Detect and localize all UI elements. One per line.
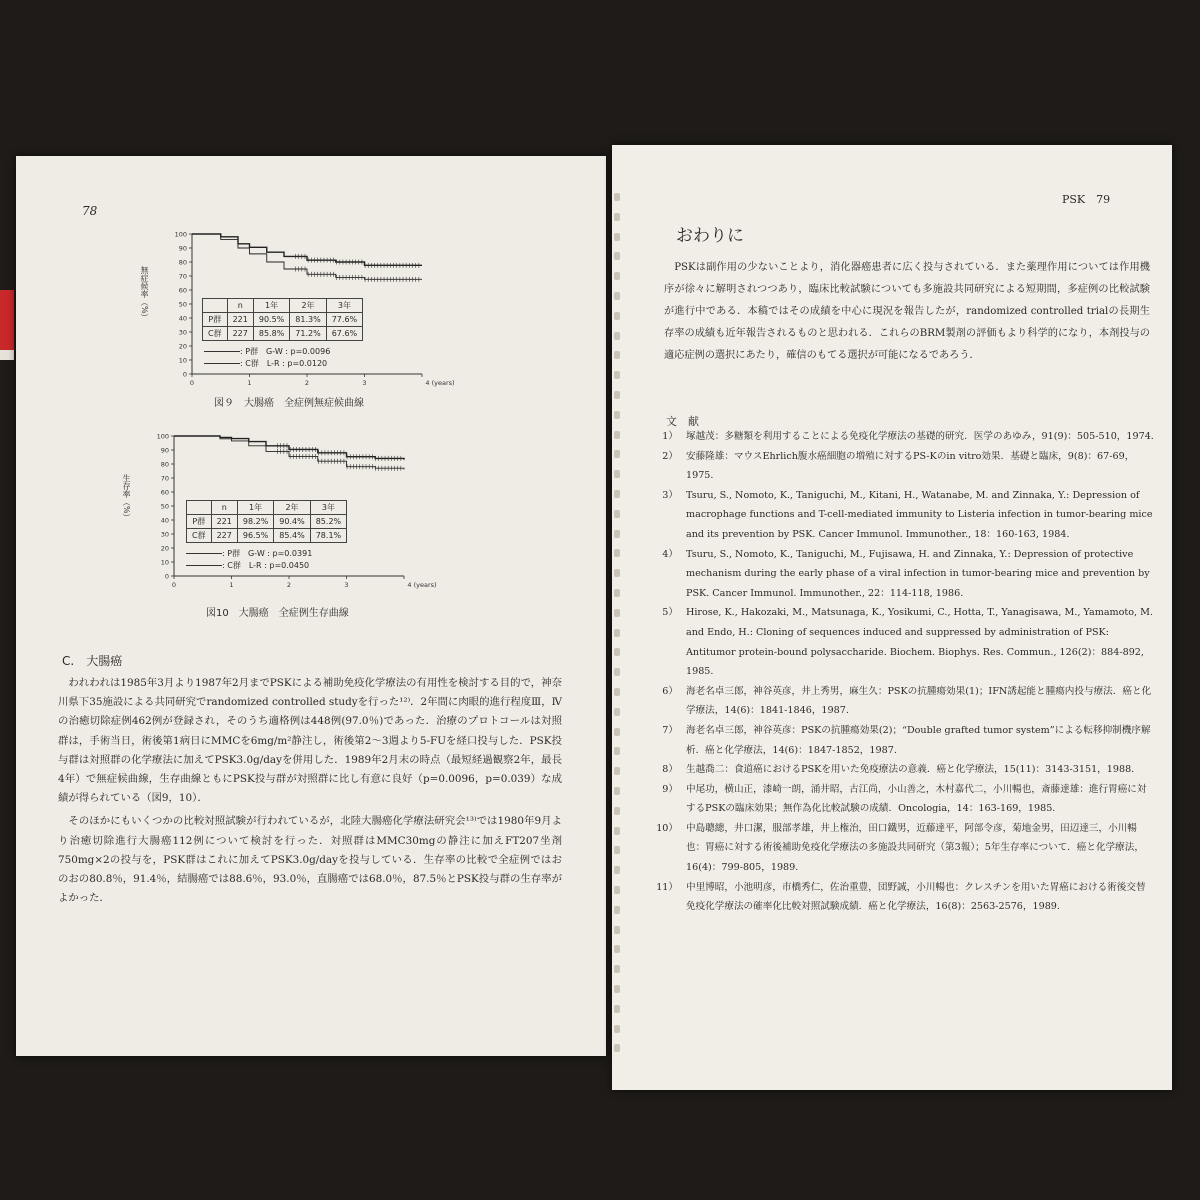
reference-number: 4）	[662, 548, 678, 560]
table-cell: 81.3%	[290, 313, 326, 327]
reference-item	[656, 682, 1154, 721]
table-cell: 3年	[310, 501, 346, 515]
y-tick-label: 100	[174, 230, 187, 239]
table-cell: 67.6%	[326, 327, 362, 341]
reference-item	[656, 545, 1154, 604]
binding-hole	[614, 490, 620, 498]
table-cell: n	[227, 299, 253, 313]
binding-hole	[614, 549, 620, 557]
reference-text: 安藤隆雄：マウスEhrlich腹水癌細胞の増殖に対するPS-Kのin vitro効果．基礎と臨床，9(8)：67-69，1975.	[686, 450, 1135, 482]
binding-hole	[614, 846, 620, 854]
y-tick-label: 50	[160, 502, 169, 511]
figure10-legend	[186, 548, 312, 572]
right-page	[612, 145, 1172, 1090]
table-row	[203, 327, 363, 341]
table-cell: 85.8%	[253, 327, 289, 341]
table-cell: 90.5%	[253, 313, 289, 327]
table-cell: 96.5%	[237, 529, 273, 543]
page-number: 78	[82, 204, 98, 218]
reference-number: 6）	[662, 685, 678, 697]
binding-hole	[614, 629, 620, 637]
y-tick-label: 70	[178, 272, 187, 281]
table-header-row	[203, 299, 363, 313]
table-cell: 227	[227, 327, 253, 341]
reference-number: 11）	[656, 881, 678, 893]
binding-hole	[614, 569, 620, 577]
binding-hole	[614, 292, 620, 300]
figure9-legend	[204, 346, 330, 370]
table-cell: 85.2%	[310, 515, 346, 529]
reference-text: Tsuru, S., Nomoto, K., Taniguchi, M., Kitani, H., Watanabe, M. and Zinnaka, Y.: Depression of macrophage functions and T-cell-mediated immunity to Listeria infection in tumor-bearing mice and its prevention by PSK. Cancer Immunol. Immunother., 18：160-163, 1984.	[686, 489, 1153, 540]
reference-item	[656, 721, 1154, 760]
binding-hole	[614, 589, 620, 597]
y-tick-label: 10	[178, 356, 187, 365]
left-page	[16, 156, 606, 1056]
binding-hole	[614, 1044, 620, 1052]
reference-text: Hirose, K., Hakozaki, M., Matsunaga, K., Yosikumi, C., Hotta, T., Yanagisawa, M., Yamamoto, M. and Endo, H.: Cloning of sequences induced and suppressed by administration of PSK: Antitumor protein-bound polysaccharide. Biochem. Biophys. Res. Commun., 126(2)：884-892, 1985.	[686, 607, 1154, 678]
binding-hole	[614, 688, 620, 696]
table-cell: 1年	[237, 501, 273, 515]
reference-item	[656, 447, 1154, 486]
table-cell: 90.4%	[274, 515, 310, 529]
binding-hole	[614, 767, 620, 775]
binding-hole	[614, 787, 620, 795]
references-heading: 文 献	[666, 415, 699, 428]
x-tick-label: 1	[229, 581, 234, 589]
x-tick-label: 3	[362, 379, 367, 387]
conclusion-text	[664, 257, 1150, 367]
y-tick-label: 80	[178, 258, 187, 267]
binding-hole	[614, 530, 620, 538]
binding-hole	[614, 807, 620, 815]
figure9-table	[202, 298, 363, 341]
table-row	[187, 515, 347, 529]
reference-number: 1）	[662, 431, 678, 442]
y-tick-label: 50	[178, 300, 187, 309]
binding-hole	[614, 609, 620, 617]
reference-text: 塚越茂：多糖類を利用することによる免疫化学療法の基礎的研究．医学のあゆみ，91(9)：505-510，1974.	[686, 431, 1154, 442]
x-tick-label: 4 (years)	[425, 379, 455, 387]
y-tick-label: 60	[178, 286, 187, 295]
reference-text: 生越喬二：食道癌におけるPSKを用いた免疫療法の意義．癌と化学療法，15(11)：3143-3151，1988.	[686, 764, 1135, 776]
binding-hole	[614, 827, 620, 835]
background-book-edge	[0, 350, 14, 360]
y-tick-label: 20	[160, 544, 169, 553]
binding-hole	[614, 272, 620, 280]
binding-hole	[614, 668, 620, 676]
binding-hole	[614, 450, 620, 458]
figure10-caption: 図10 大腸癌 全症例生存曲線	[206, 608, 349, 619]
x-tick-label: 2	[304, 379, 310, 387]
table-cell: 2年	[290, 299, 326, 313]
figure10-legend-c: : C群 L-R : p=0.0450	[186, 560, 312, 572]
figure9-caption: 図９ 大腸癌 全症例無症候曲線	[214, 398, 364, 409]
y-tick-label: 60	[160, 488, 169, 497]
y-tick-label: 0	[182, 370, 187, 379]
y-tick-label: 80	[160, 460, 169, 469]
binding-hole	[614, 708, 620, 716]
table-cell: 78.1%	[310, 529, 346, 543]
binding-hole	[614, 371, 620, 379]
y-tick-label: 100	[156, 432, 169, 441]
binding-hole	[614, 312, 620, 320]
y-tick-label: 0	[164, 572, 169, 581]
background-red-book-edge	[0, 290, 14, 350]
survival-curve-p	[192, 234, 422, 265]
binding-hole	[614, 747, 620, 755]
reference-item	[656, 878, 1154, 917]
figure9-legend-p: : P群 G-W : p=0.0096	[204, 346, 330, 358]
binding-hole	[614, 1005, 620, 1013]
x-tick-label: 3	[344, 581, 349, 589]
table-cell: 77.6%	[326, 313, 362, 327]
x-tick-label: 4 (years)	[407, 581, 437, 589]
reference-text: Tsuru, S., Nomoto, K., Taniguchi, M., Fujisawa, H. and Zinnaka, Y.: Depression of protective mechanism during the early phase of a viral infection in tumor-bearing mice and prevention by PSK. Cancer Immunol. Immunother., 22：114-118, 1986.	[686, 548, 1150, 599]
y-tick-label: 40	[178, 314, 187, 323]
binding-hole	[614, 332, 620, 340]
table-cell: n	[211, 501, 237, 515]
binding-hole	[614, 411, 620, 419]
binding-hole	[614, 213, 620, 221]
reference-number: 5）	[662, 607, 678, 619]
binding-hole	[614, 648, 620, 656]
binding-hole	[614, 391, 620, 399]
table-header-row	[187, 501, 347, 515]
figure10-legend-p: : P群 G-W : p=0.0391	[186, 548, 312, 560]
binding-hole	[614, 886, 620, 894]
binding-hole	[614, 866, 620, 874]
table-cell	[187, 501, 212, 515]
table-cell: C群	[187, 529, 212, 543]
x-tick-label: 0	[189, 379, 195, 387]
reference-text: 海老名卓三郎，神谷英彦，井上秀男，麻生久：PSKの抗腫瘍効果(1)；IFN誘起能と腫瘍内投与療法．癌と化学療法，14(6)：1841-1846，1987.	[686, 685, 1152, 717]
reference-number: 9）	[662, 783, 678, 795]
references-list	[656, 427, 1154, 917]
binding-hole	[614, 728, 620, 736]
table-row	[203, 313, 363, 327]
table-cell: P群	[203, 313, 228, 327]
table-cell: 221	[227, 313, 253, 327]
binding-hole	[614, 926, 620, 934]
reference-item	[656, 760, 1154, 780]
y-tick-label: 20	[178, 342, 187, 351]
reference-text: 中尾功，横山正，漆崎一朗，涌井昭，古江尚，小山善之，木村嘉代二，小川暢也，斎藤達雄：進行胃癌に対するPSKの臨床効果；無作為化比較試験の成績．Oncologia，14：163-169，1985.	[686, 783, 1147, 815]
binding-hole	[614, 252, 620, 260]
table-cell: 85.4%	[274, 529, 310, 543]
table-cell: 71.2%	[290, 327, 326, 341]
table-cell: 227	[211, 529, 237, 543]
binding-hole	[614, 351, 620, 359]
reference-item	[656, 603, 1154, 681]
y-tick-label: 90	[178, 244, 187, 253]
reference-item	[656, 819, 1154, 878]
conclusion-paragraph: PSKは副作用の少ないことより，消化器癌患者に広く投与されている．また薬理作用については作用機序が徐々に解明されつつあり，臨床比較試験についても多施設共同研究による短期間，多症例の比較試験が進行中である．本稿ではその成績を中心に現況を報告したが，randomized controlled trialの長期生存率の成績も近年報告されるものと思われる．これらのBRM製剤の評価もより科学的になり，本剤投与の適応症例の選択にあたり，確信のもてる選択が可能になるであろう．	[664, 262, 1150, 361]
reference-item	[656, 486, 1154, 545]
table-cell: C群	[203, 327, 228, 341]
table-cell	[203, 299, 228, 313]
reference-item	[656, 780, 1154, 819]
figure9-ylabel: 無症候率（%）	[140, 266, 149, 322]
body-text	[58, 674, 562, 908]
table-cell: 98.2%	[237, 515, 273, 529]
binding-hole	[614, 193, 620, 201]
binding-hole	[614, 945, 620, 953]
y-tick-label: 40	[160, 516, 169, 525]
reference-number: 7）	[662, 724, 678, 736]
reference-item	[656, 427, 1154, 447]
figure10-ylabel: 生存率（%）	[122, 474, 131, 522]
table-cell: 3年	[326, 299, 362, 313]
running-header: PSK 79	[1062, 193, 1111, 206]
y-tick-label: 30	[178, 328, 187, 337]
binding-hole	[614, 985, 620, 993]
paragraph-2: そのほかにもいくつかの比較対照試験が行われているが，北陸大腸癌化学療法研究会¹³⁾では1980年9月より治癒切除進行大腸癌112例について検討を行った．対照群はMMC30mgの静注に加えFT207坐剤750mg×2の投与を，PSK群はこれに加えてPSK3.0g/dayを投与している．生存率の比較で全症例ではおのおの80.8％，91.4％，結腸癌では88.6％，93.0％，直腸癌では68.0％，87.5％とPSK投与群の生存率がよかった．	[58, 815, 562, 905]
reference-number: 10）	[656, 822, 678, 834]
y-tick-label: 30	[160, 530, 169, 539]
x-tick-label: 0	[171, 581, 177, 589]
binding-hole	[614, 470, 620, 478]
table-cell: P群	[187, 515, 212, 529]
y-tick-label: 70	[160, 474, 169, 483]
table-row	[187, 529, 347, 543]
table-cell: 221	[211, 515, 237, 529]
table-cell: 1年	[253, 299, 289, 313]
reference-number: 3）	[662, 489, 678, 501]
binding-hole	[614, 510, 620, 518]
section-heading: C. 大腸癌	[62, 654, 123, 668]
table-cell: 2年	[274, 501, 310, 515]
paragraph-1: われわれは1985年3月より1987年2月までPSKによる補助免疫化学療法の有用性を検討する目的で，神奈川県下35施設による共同研究でrandomized controlled studyを行った¹²⁾．2年間に肉眼的進行程度Ⅲ，Ⅳの治癒切除症例462例が登録され，そのうち適格例は448例(97.0％)であった．治療のプロトコールは対照群は，手術当日，術後第1病日にMMCを6mg/m²静注し，術後第2～3週より5-FUを経口投与した．PSK投与群は対照群の化学療法に加えてPSK3.0g/dayを併用した．1989年2月末の時点（最短経過観察2年，最長4年）で無症候曲線，生存曲線ともにPSK投与群が対照群に比し有意に良好（p=0.0096，p=0.039）な成績が得られている（図9，10）．	[58, 677, 562, 805]
reference-text: 海老名卓三郎，神谷英彦：PSKの抗腫瘍効果(2)；“Double grafted tumor system”による転移抑制機序解析．癌と化学療法，14(6)：1847-1852，1987.	[686, 724, 1151, 756]
reference-text: 中里博昭，小池明彦，市橋秀仁，佐治重豊，団野誠，小川暢也：クレスチンを用いた胃癌における術後交替免疫化学療法の確率化比較対照試験成績．癌と化学療法，16(8)：2563-2576，1989.	[686, 881, 1146, 913]
binding-hole	[614, 431, 620, 439]
binding-hole	[614, 1025, 620, 1033]
y-tick-label: 90	[160, 446, 169, 455]
binding-hole	[614, 965, 620, 973]
reference-number: 2）	[662, 450, 678, 462]
binding-hole	[614, 906, 620, 914]
reference-text: 中島聰總，井口潔，服部孝雄，井上権治，田口鐵男，近藤達平，阿部令彦，菊地金男，田辺達三，小川暢也：胃癌に対する術後補助免疫化学療法の多施設共同研究（第3報）；5年生存率について．癌と化学療法，16(4)：799-805，1989.	[686, 822, 1144, 874]
conclusion-heading: おわりに	[676, 226, 744, 246]
figure9-legend-c: : C群 L-R : p=0.0120	[204, 358, 330, 370]
figure10-table	[186, 500, 347, 543]
reference-number: 8）	[662, 764, 678, 776]
y-tick-label: 10	[160, 558, 169, 567]
x-tick-label: 2	[286, 581, 292, 589]
x-tick-label: 1	[247, 379, 252, 387]
binding-hole	[614, 233, 620, 241]
